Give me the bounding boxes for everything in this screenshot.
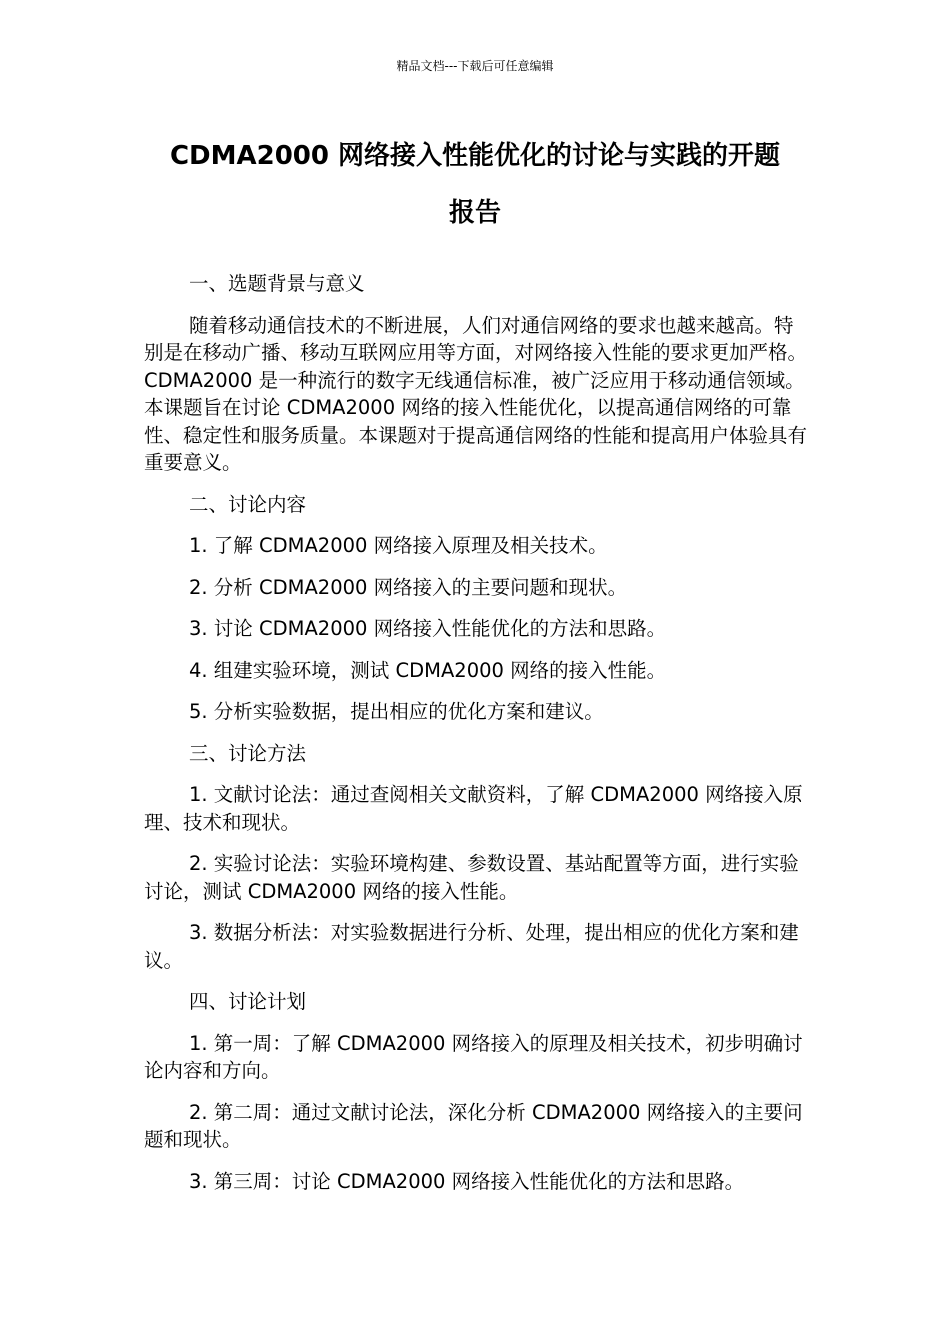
list-item: 1. 文献讨论法：通过查阅相关文献资料，了解 CDMA2000 网络接入原理、技术和现状。 — [144, 783, 803, 834]
list-item: 3. 数据分析法：对实验数据进行分析、处理，提出相应的优化方案和建议。 — [144, 921, 799, 972]
list-item: 2. 实验讨论法：实验环境构建、参数设置、基站配置等方面，进行实验讨论，测试 CDMA2000 网络的接入性能。 — [144, 852, 799, 903]
list-item: 4. 组建实验环境，测试 CDMA2000 网络的接入性能。 — [189, 658, 667, 682]
section-heading: 一、选题背景与意义 — [189, 272, 365, 295]
list-item: 3. 讨论 CDMA2000 网络接入性能优化的方法和思路。 — [189, 617, 667, 640]
list-item: 2. 分析 CDMA2000 网络接入的主要问题和现状。 — [189, 575, 628, 599]
section-heading: 二、讨论内容 — [189, 492, 307, 516]
list-item: 3. 第三周：讨论 CDMA2000 网络接入性能优化的方法和思路。 — [189, 1169, 745, 1193]
page-header-note: 精品文档---下载后可任意编辑 — [396, 59, 554, 73]
document-title-line-1: CDMA2000 网络接入性能优化的讨论与实践的开题 — [169, 141, 781, 171]
paragraph: 随着移动通信技术的不断进展，人们对通信网络的要求也越来越高。特别是在移动广播、移动互联网应用等方面，对网络接入性能的要求更加严格。CDMA2000 是一种流行的数字无线通信标准，被广泛应用于移动通信领域。本课题旨在讨论 CDMA2000 网络的接入性能优化，以提高通信网络的可靠性、稳定性和服务质量。本课题对于提高通信网络的性能和提高用户体验具有重要意义。 — [144, 313, 808, 474]
document-title-line-2: 报告 — [448, 198, 501, 228]
document-body — [144, 270, 808, 1209]
section-heading: 四、讨论计划 — [189, 990, 307, 1013]
list-item: 1. 第一周：了解 CDMA2000 网络接入的原理及相关技术，初步明确讨论内容和方向。 — [144, 1031, 803, 1082]
list-item: 2. 第二周：通过文献讨论法，深化分析 CDMA2000 网络接入的主要问题和现状。 — [144, 1100, 803, 1151]
section-heading: 三、讨论方法 — [189, 741, 307, 765]
list-item: 5. 分析实验数据，提出相应的优化方案和建议。 — [189, 700, 604, 723]
list-item: 1. 了解 CDMA2000 网络接入原理及相关技术。 — [189, 534, 608, 557]
